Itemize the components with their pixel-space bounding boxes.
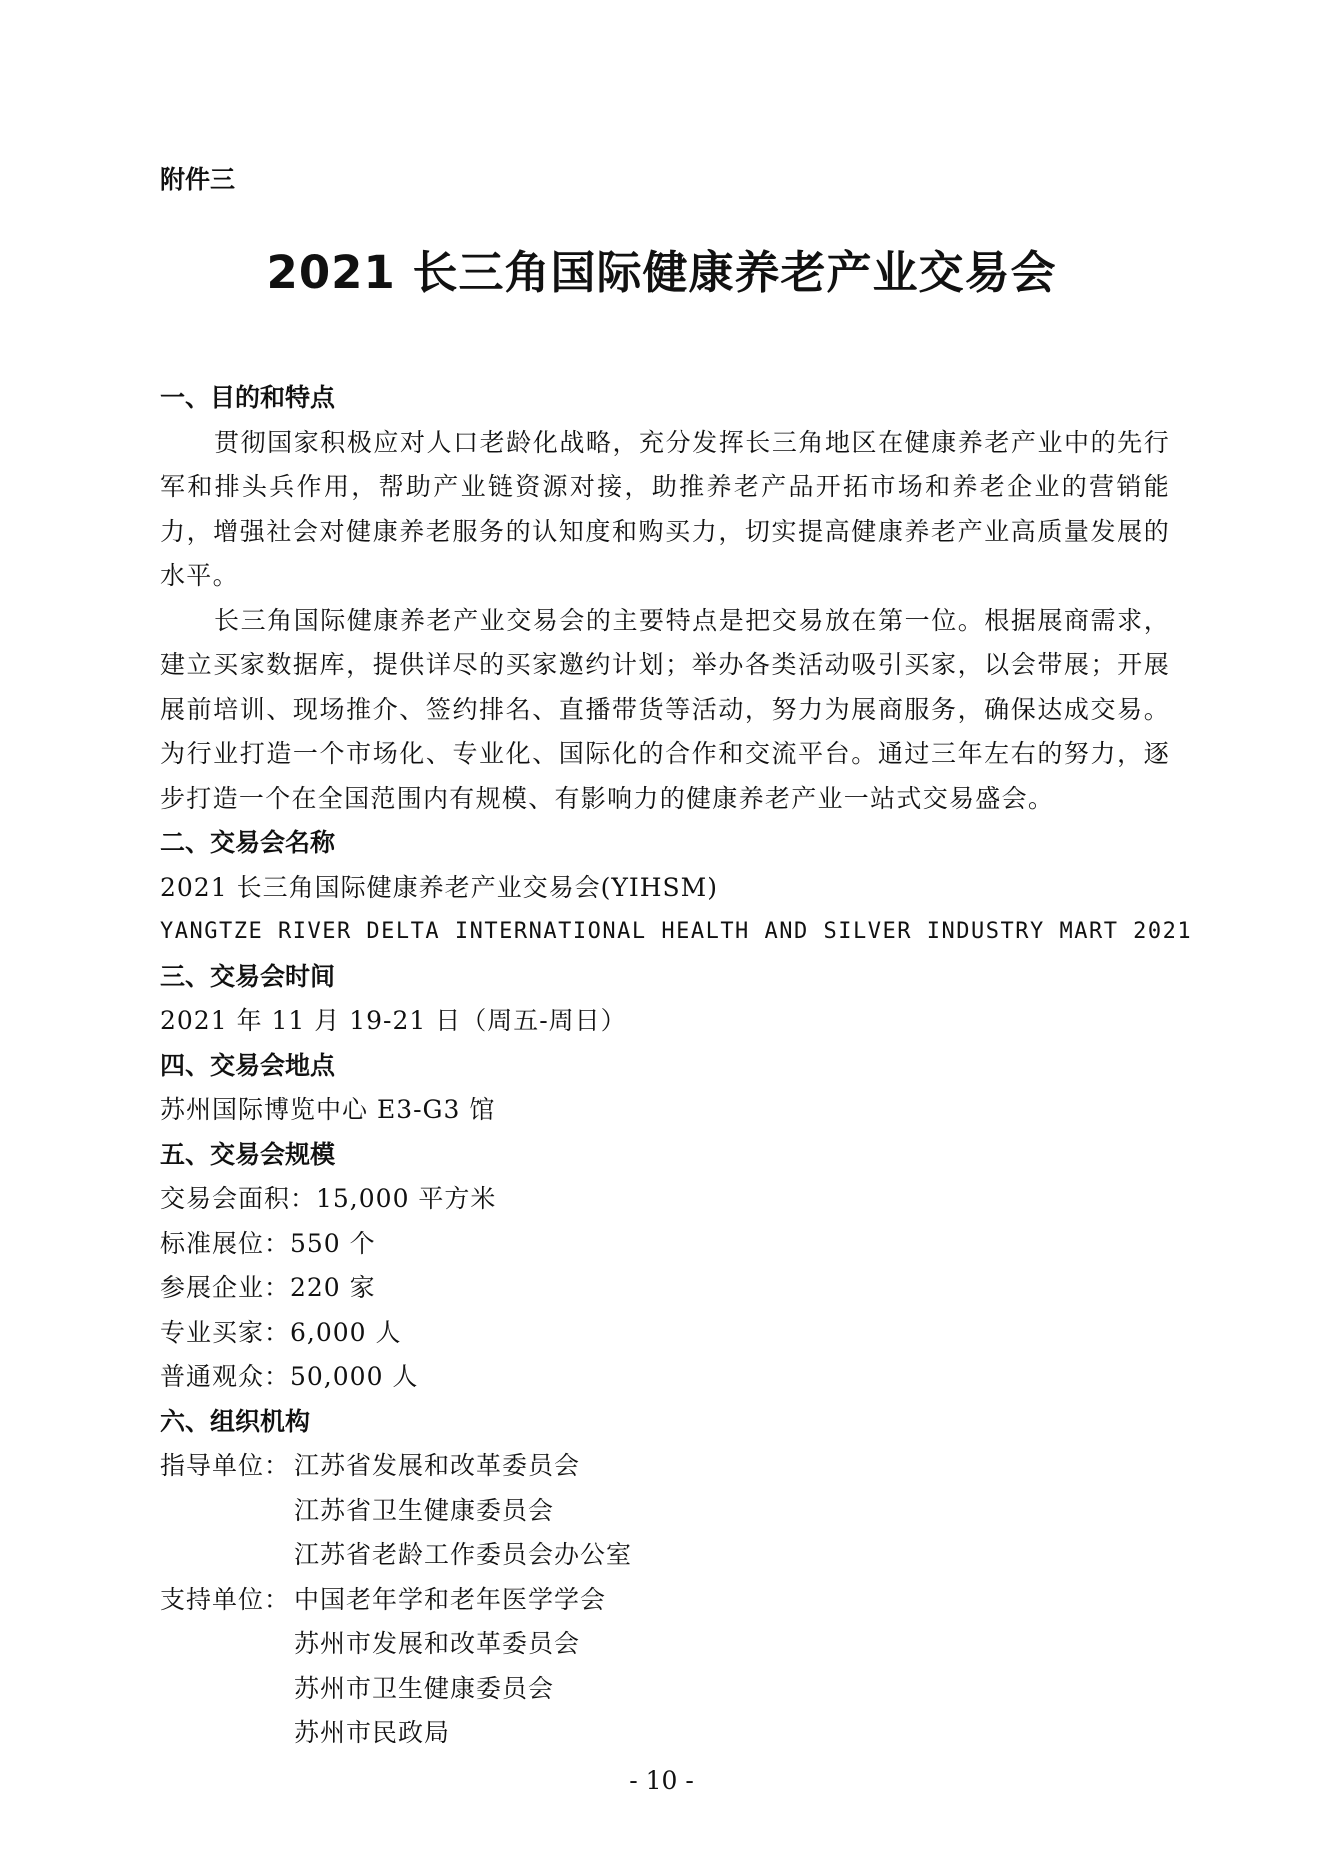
list-item: 江苏省发展和改革委员会	[294, 1451, 581, 1480]
support-units	[160, 1578, 1170, 1756]
list-item: 苏州市卫生健康委员会	[294, 1673, 555, 1703]
attachment-label: 附件三	[160, 165, 236, 194]
list-item: 中国老年学和老年医学学会	[294, 1584, 607, 1614]
fair-time: 2021 年 11 月 19-21 日（周五-周日）	[160, 1006, 627, 1035]
section-heading-organizations: 六、组织机构	[160, 1406, 311, 1436]
section-heading-purpose: 一、目的和特点	[160, 383, 336, 412]
scale-exhibitors: 参展企业：220 家	[160, 1273, 376, 1302]
support-label: 支持单位：	[160, 1584, 291, 1614]
section-heading-name: 二、交易会名称	[160, 828, 336, 857]
fair-venue: 苏州国际博览中心 E3-G3 馆	[160, 1095, 496, 1124]
guidance-list	[294, 1444, 632, 1578]
document-title: 2021 长三角国际健康养老产业交易会	[266, 246, 1057, 299]
section-heading-venue: 四、交易会地点	[160, 1050, 336, 1080]
list-item: 苏州市民政局	[294, 1718, 451, 1747]
document-body	[160, 376, 1193, 1756]
section-heading-time: 三、交易会时间	[160, 961, 336, 991]
list-item: 江苏省卫生健康委员会	[294, 1495, 555, 1525]
scale-buyers: 专业买家：6,000 人	[160, 1317, 402, 1347]
list-item: 苏州市发展和改革委员会	[294, 1629, 581, 1658]
support-list	[294, 1578, 606, 1756]
scale-visitors: 普通观众：50,000 人	[160, 1362, 419, 1391]
page-number: - 10 -	[629, 1766, 694, 1795]
fair-name-english: YANGTZE RIVER DELTA INTERNATIONAL HEALTH AND SILVER INDUSTRY MART 2021	[160, 919, 1193, 944]
scale-area: 交易会面积：15,000 平方米	[160, 1184, 497, 1213]
guidance-label: 指导单位：	[160, 1451, 291, 1480]
fair-name-chinese: 2021 长三角国际健康养老产业交易会(YIHSM)	[160, 872, 718, 902]
scale-booths: 标准展位：550 个	[160, 1228, 376, 1258]
list-item: 江苏省老龄工作委员会办公室	[294, 1540, 633, 1569]
section-heading-scale: 五、交易会规模	[160, 1139, 336, 1169]
purpose-paragraph-1: 贯彻国家积极应对人口老龄化战略，充分发挥长三角地区在健康养老产业中的先行军和排头兵作用，帮助产业链资源对接，助推养老产品开拓市场和养老企业的营销能力，增强社会对健康养老服务的认知度和购买力，切实提高健康养老产业高质量发展的水平。	[160, 427, 1170, 590]
guidance-units	[160, 1444, 1170, 1578]
purpose-paragraph-2: 长三角国际健康养老产业交易会的主要特点是把交易放在第一位。根据展商需求，建立买家数据库，提供详尽的买家邀约计划；举办各类活动吸引买家，以会带展；开展展前培训、现场推介、签约排名、直播带货等活动，努力为展商服务，确保达成交易。为行业打造一个市场化、专业化、国际化的合作和交流平台。通过三年左右的努力，逐步打造一个在全国范围内有规模、有影响力的健康养老产业一站式交易盛会。	[160, 605, 1170, 813]
